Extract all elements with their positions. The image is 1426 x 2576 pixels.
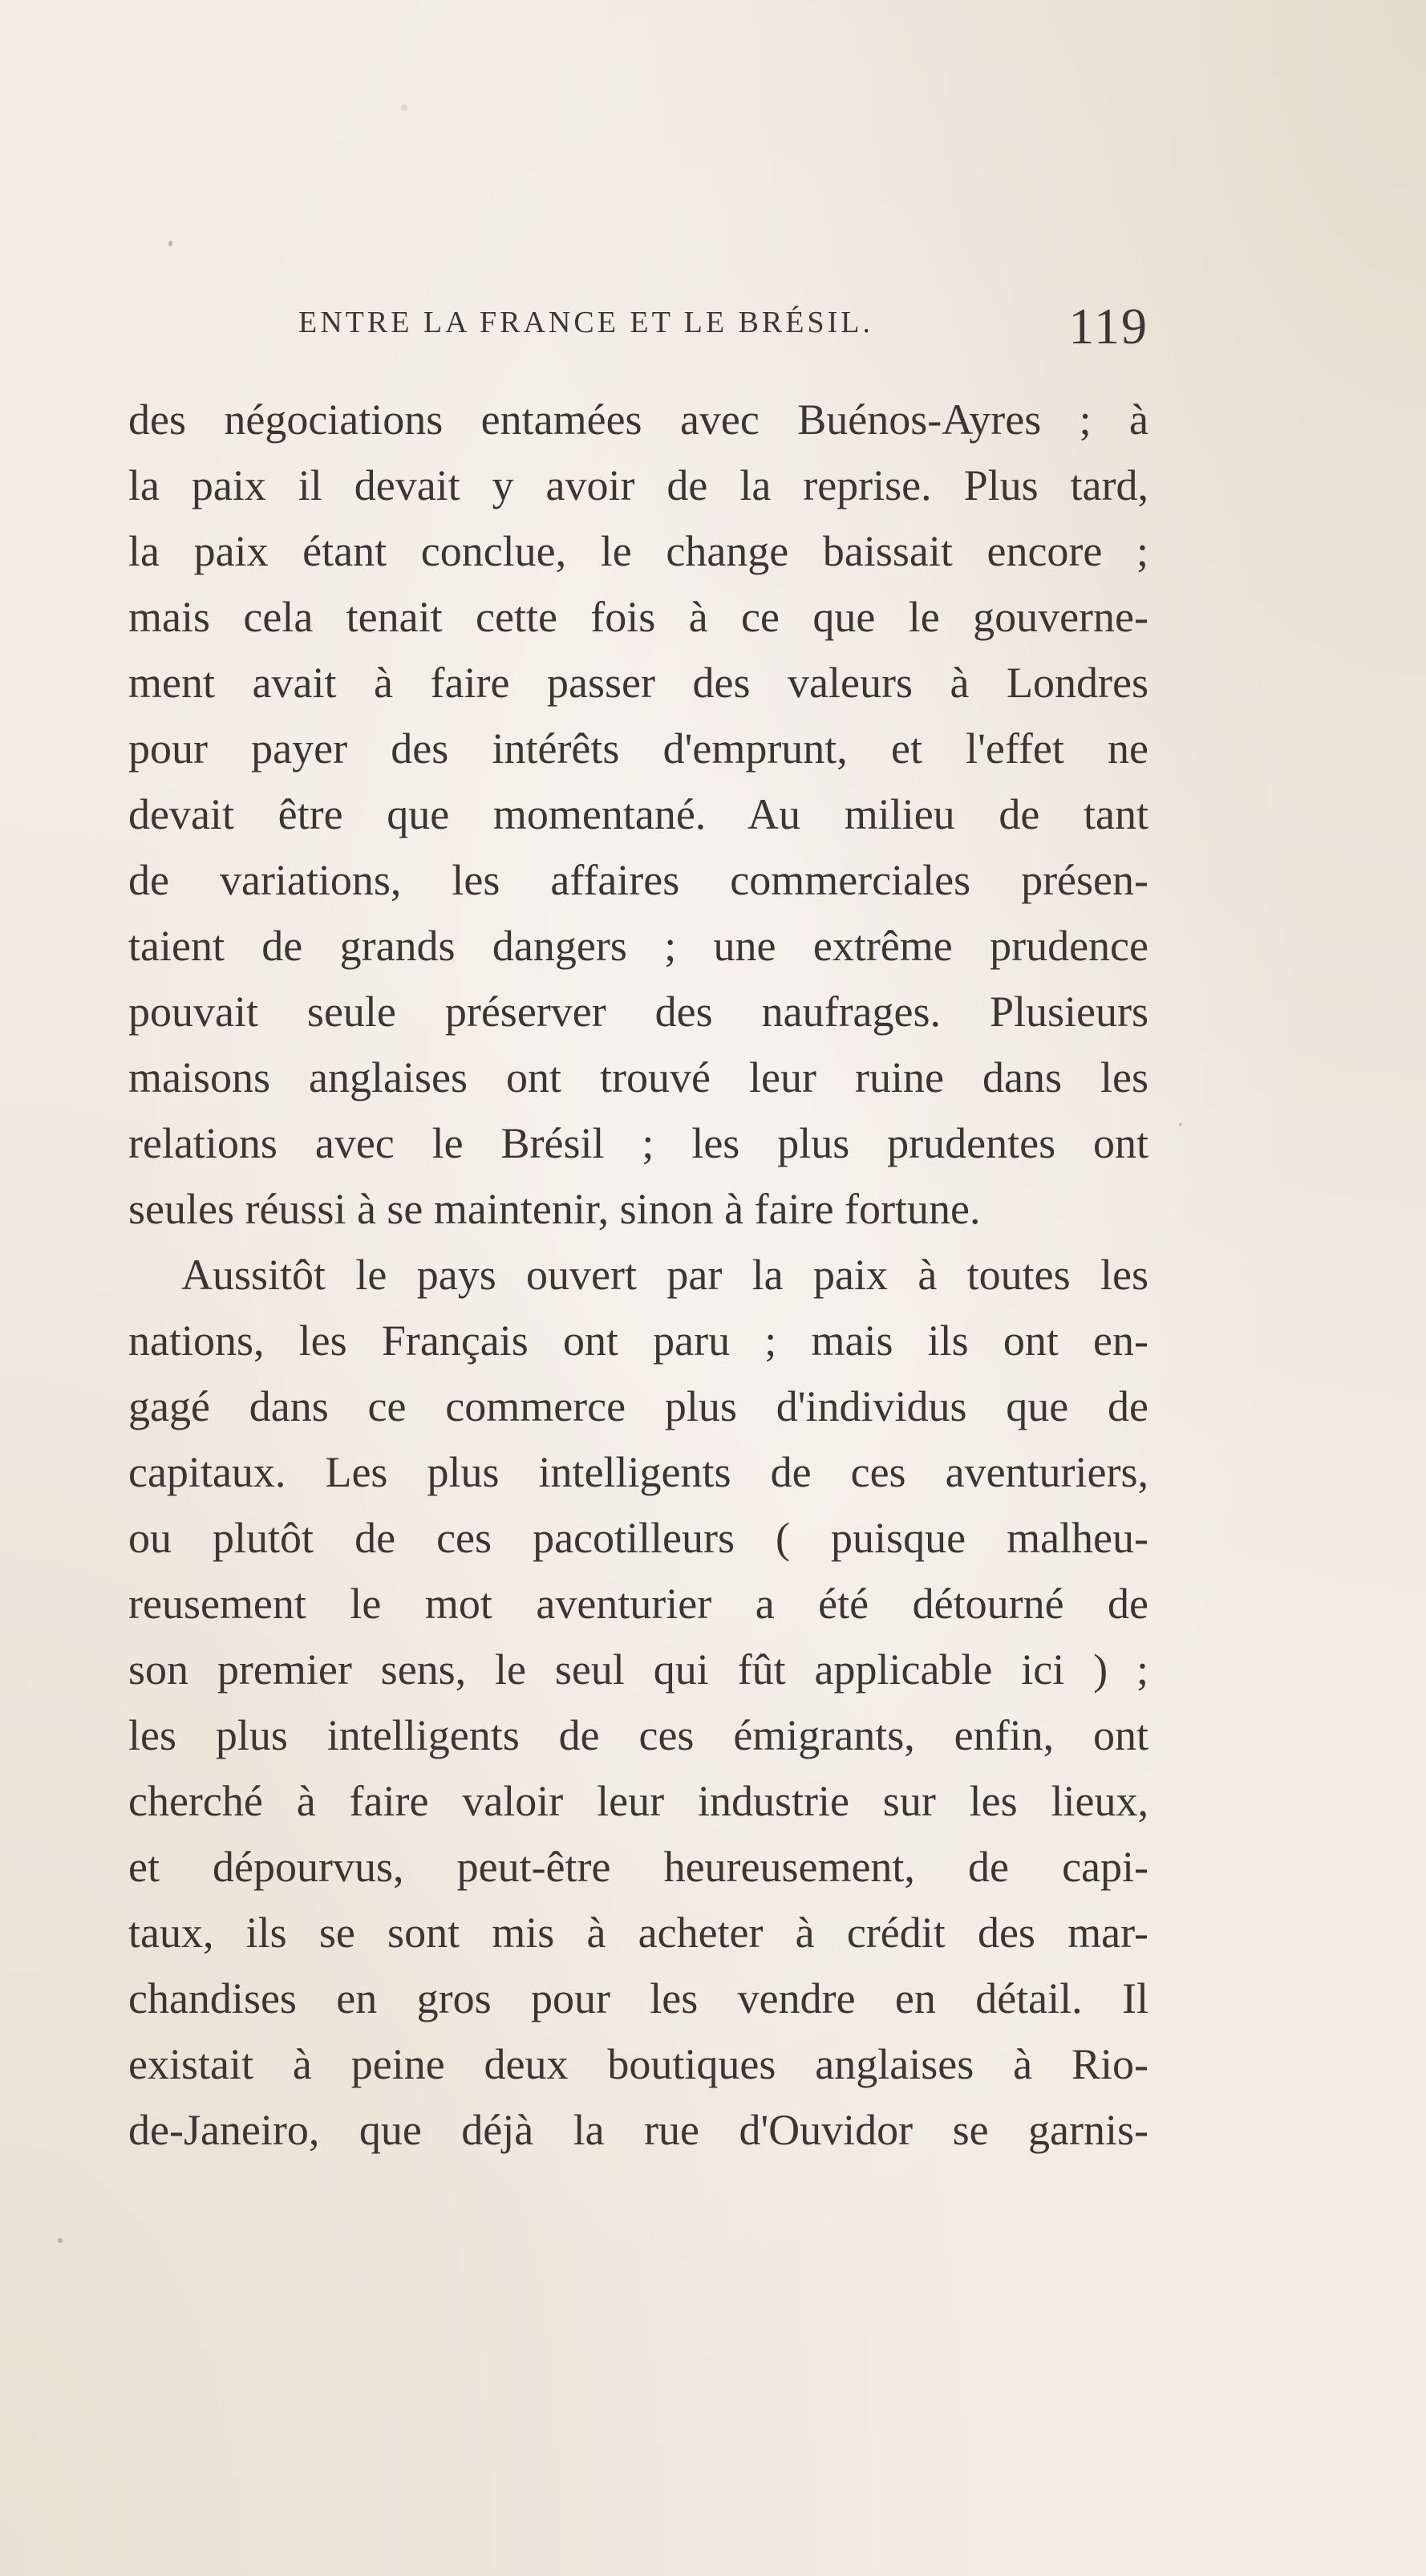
text-line: et dépourvus, peut-être heureusement, de capi- xyxy=(128,1843,1148,1891)
text-line: de-Janeiro, que déjà la rue d'Ouvidor se garnis- xyxy=(128,2106,1148,2154)
running-title: ENTRE LA FRANCE ET LE BRÉSIL. xyxy=(298,306,873,339)
text-line: pour payer des intérêts d'emprunt, et l'effet ne xyxy=(128,724,1148,773)
text-line: reusement le mot aventurier a été détourné de xyxy=(128,1580,1148,1628)
text-line: son premier sens, le seul qui fût applicable ici ) ; xyxy=(128,1645,1148,1694)
text-line: la paix étant conclue, le change baissait encore ; xyxy=(128,527,1148,575)
running-head xyxy=(298,298,1148,361)
page-number: 119 xyxy=(1068,298,1148,355)
text-line: les plus intelligents de ces émigrants, enfin, ont xyxy=(128,1711,1148,1759)
text-line: nations, les Français ont paru ; mais ils ont en- xyxy=(128,1316,1148,1365)
text-line: devait être que momentané. Au milieu de tant xyxy=(128,790,1148,838)
text-line: cherché à faire valoir leur industrie sur les lieux, xyxy=(128,1777,1148,1825)
text-line: maisons anglaises ont trouvé leur ruine dans les xyxy=(128,1053,1148,1101)
text-line: la paix il devait y avoir de la reprise. Plus tard, xyxy=(128,461,1148,509)
text-line: seules réussi à se maintenir, sinon à faire fortune. xyxy=(128,1185,981,1233)
text-line: mais cela tenait cette fois à ce que le gouverne- xyxy=(128,593,1148,641)
body-text xyxy=(128,387,1148,2163)
paper-speck xyxy=(1179,1123,1181,1126)
text-line: ment avait à faire passer des valeurs à Londres xyxy=(128,659,1148,707)
paper-speck xyxy=(58,2238,63,2243)
text-line: ou plutôt de ces pacotilleurs ( puisque malheu- xyxy=(128,1514,1148,1562)
text-line: capitaux. Les plus intelligents de ces aventuriers, xyxy=(128,1448,1148,1496)
paper-speck xyxy=(401,104,407,111)
paper-speck xyxy=(168,241,172,246)
text-line: taux, ils se sont mis à acheter à crédit des mar- xyxy=(128,1909,1148,1957)
text-line: taient de grands dangers ; une extrême prudence xyxy=(128,922,1148,970)
text-line: relations avec le Brésil ; les plus prudentes ont xyxy=(128,1119,1148,1167)
text-line: existait à peine deux boutiques anglaises à Rio- xyxy=(128,2040,1148,2088)
text-line: chandises en gros pour les vendre en détail. Il xyxy=(128,1974,1148,2022)
text-line: Aussitôt le pays ouvert par la paix à toutes les xyxy=(181,1251,1148,1299)
text-line: des négociations entamées avec Buénos-Ayres ; à xyxy=(128,396,1148,444)
text-line: de variations, les affaires commerciales présen- xyxy=(128,856,1148,904)
text-line: gagé dans ce commerce plus d'individus que de xyxy=(128,1382,1148,1430)
text-line: pouvait seule préserver des naufrages. Plusieurs xyxy=(128,988,1148,1036)
